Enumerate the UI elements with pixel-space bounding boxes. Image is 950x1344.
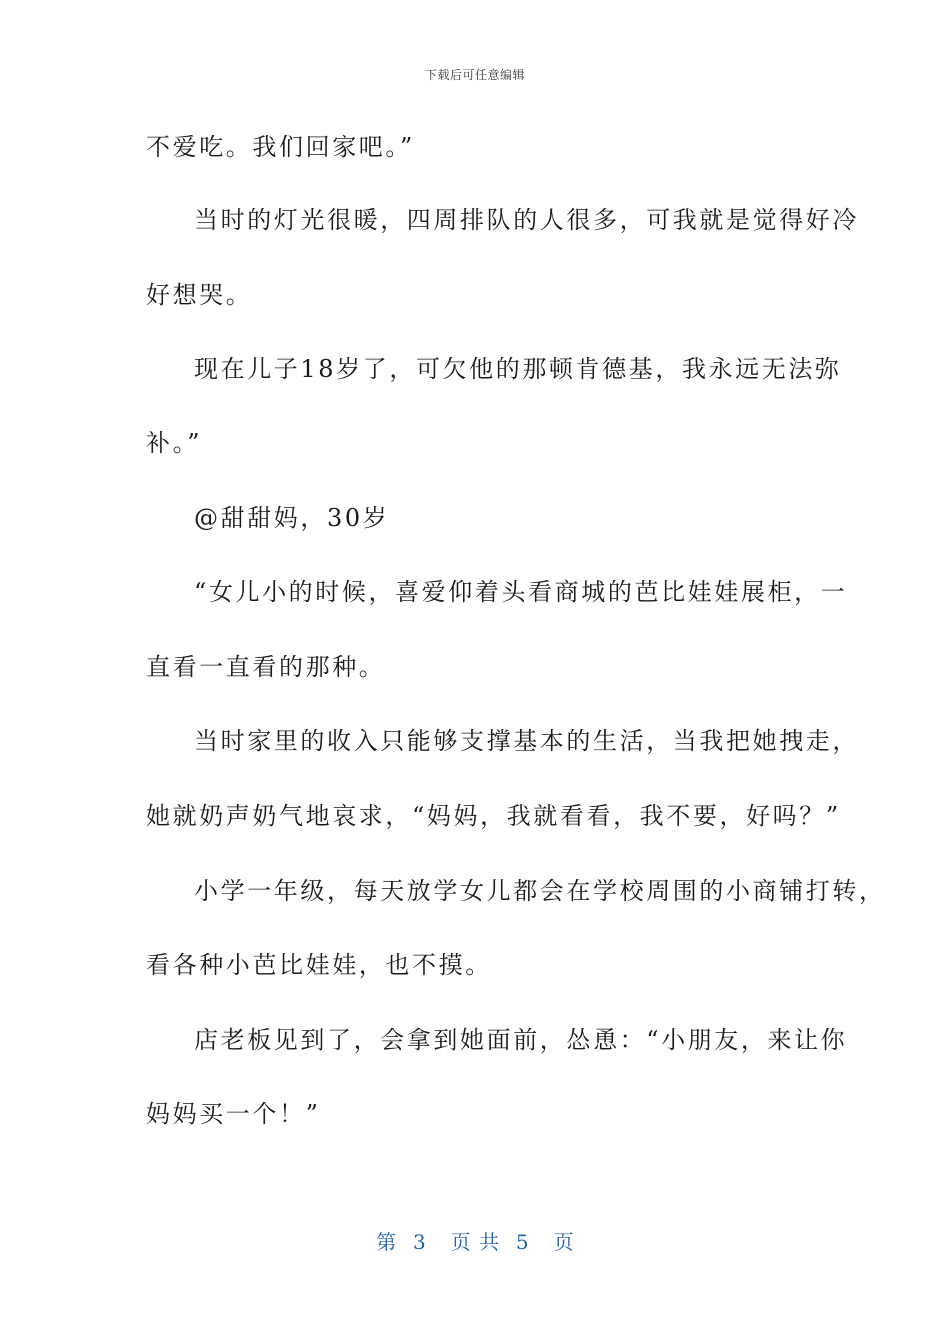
body-line: 补。”: [146, 429, 203, 457]
page-number-footer: 第 3 页 共 5 页: [376, 1230, 574, 1254]
body-line: @甜甜妈，30岁: [194, 504, 390, 532]
body-line: 现在儿子18岁了，可欠他的那顿肯德基，我永远无法弥: [194, 355, 842, 383]
body-line: 小学一年级，每天放学女儿都会在学校周围的小商铺打转，: [194, 877, 886, 905]
body-line: 看各种小芭比娃娃，也不摸。: [146, 951, 492, 979]
body-line: 当时家里的收入只能够支撑基本的生活，当我把她拽走，: [194, 727, 859, 755]
body-line: 好想哭。: [146, 281, 253, 309]
body-line: 直看一直看的那种。: [146, 653, 386, 681]
body-line: 不爱吃。我们回家吧。”: [146, 133, 415, 161]
page-header: 下载后可任意编辑: [424, 68, 525, 82]
body-line: 店老板见到了，会拿到她面前，怂恿：“小朋友，来让你: [194, 1026, 848, 1054]
body-line: “女儿小的时候，喜爱仰着头看商城的芭比娃娃展柜，一: [194, 578, 848, 606]
body-line: 她就奶声奶气地哀求，“妈妈，我就看看，我不要，好吗？”: [146, 802, 841, 830]
body-line: 妈妈买一个！”: [146, 1100, 321, 1128]
body-line: 当时的灯光很暖，四周排队的人很多，可我就是觉得好冷: [194, 206, 859, 234]
